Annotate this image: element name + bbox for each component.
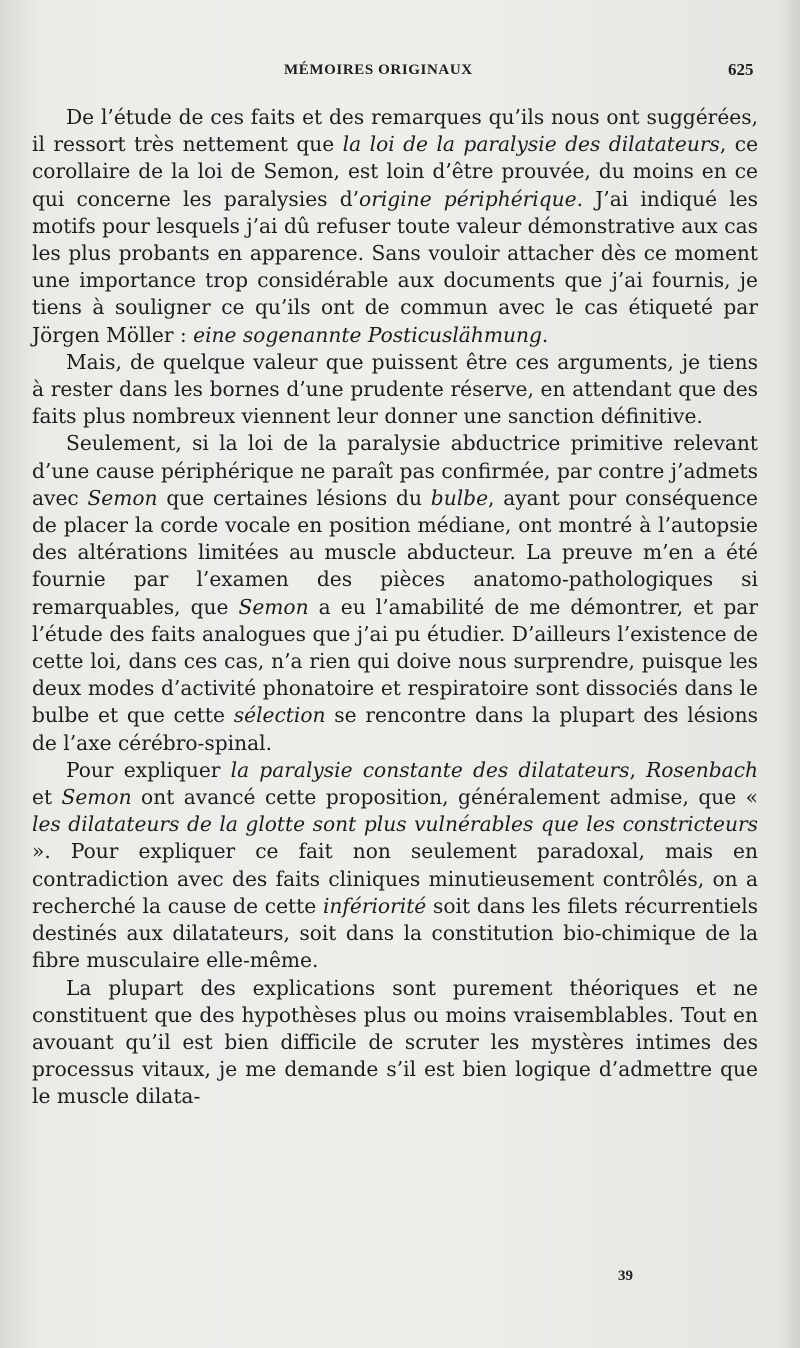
text-run: , ayant pour conséquence de placer la corde vocale en position médiane, ont montré à l’autopsie des altérations limitées au muscle abducteur. La preuve m’en a été fournie par l’examen des pièces anatomo-pathologiques si remarquables, que (32, 485, 758, 619)
text-run: Pour expliquer (66, 757, 231, 782)
running-title: MÉMOIRES ORIGINAUX (284, 62, 473, 78)
text-run: La plupart des explications sont purement théoriques et ne constituent que des hypothèses plus ou moins vraisemblables. Tout en avouant qu’il est bien difficile de scruter les mystères intimes des processus vitaux, je me demande s’il est bien logique d’admettre que le muscle dilata- (32, 975, 758, 1109)
paragraph (32, 104, 758, 349)
italic-text: les dilatateurs de la glotte sont plus vulnérables que les constricteurs (32, 812, 758, 837)
paragraph (32, 349, 758, 431)
running-head (0, 62, 800, 86)
text-run: soit dans les filets récurrentiels destinés aux dilatateurs, soit dans la constitution bio-chimique de la fibre musculaire elle-même. (32, 893, 759, 973)
text-run: se rencontre dans la plupart des lésions de l’axe cérébro-spinal. (32, 703, 758, 755)
paragraph (32, 430, 758, 756)
italic-text: bulbe (430, 485, 489, 510)
text-run: et (32, 785, 62, 810)
italic-text: Semon (61, 785, 132, 810)
italic-text: Semon (87, 485, 158, 510)
text-run: . J’ai indiqué les motifs pour lesquels j’ai dû refuser toute valeur démonstrative aux cas les plus probants en apparence. Sans vouloir attacher dès ce moment une importance trop considérable aux documents que j’ai fournis, je tiens à souligner ce qu’ils ont de commun avec le cas étiqueté par Jörgen Möller : (32, 186, 758, 347)
page-number: 625 (728, 60, 754, 79)
italic-text: Semon (238, 594, 309, 619)
paragraph (32, 975, 758, 1111)
text-run: De l’étude de ces faits et des remarques qu’ils nous ont suggérées, il ressort très nettement que (32, 105, 758, 157)
text-run: , (629, 757, 647, 782)
text-run: a eu l’amabilité de me démontrer, et par l’étude des faits analogues que j’ai pu étudier. D’ailleurs l’existence de cette loi, dans ces cas, n’a rien qui doive nous surprendre, puisque les deux modes d’activité phonatoire et respiratoire sont dissociés dans le bulbe et que cette (32, 594, 758, 728)
text-run: . (541, 322, 549, 347)
paragraph (32, 757, 758, 975)
italic-text: infériorité (322, 893, 427, 918)
body-text (32, 104, 758, 1111)
text-run: ». Pour expliquer ce fait non seulement paradoxal, mais en contradiction avec des faits cliniques minutieusement contrôlés, on a recherché la cause de cette (32, 839, 758, 918)
text-run: que certaines lésions du (157, 485, 431, 510)
italic-text: la paralysie constante des dilatateurs (230, 757, 630, 782)
signature-mark: 39 (618, 1268, 633, 1284)
text-run: ont avancé cette proposition, généralement admise, que « (131, 785, 758, 810)
text-run: Seulement, si la loi de la paralysie abductrice primitive relevant d’une cause périphérique ne paraît pas confirmée, par contre j’admets avec (32, 431, 758, 510)
italic-text: sélection (233, 703, 326, 728)
italic-text: eine sogenannte Posticuslähmung (193, 322, 542, 347)
italic-text: origine périphérique (359, 186, 577, 211)
text-run: , ce corollaire de la loi de Semon, est loin d’être prouvée, du moins en ce qui concerne les paralysies d’ (32, 132, 759, 211)
text-run: Mais, de quelque valeur que puissent être ces arguments, je tiens à rester dans les bornes d’une prudente réserve, en attendant que des faits plus nombreux viennent leur donner une sanction définitive. (32, 349, 758, 429)
italic-text: la loi de la paralysie des dilatateurs (342, 132, 720, 157)
italic-text: Rosenbach (646, 757, 759, 782)
